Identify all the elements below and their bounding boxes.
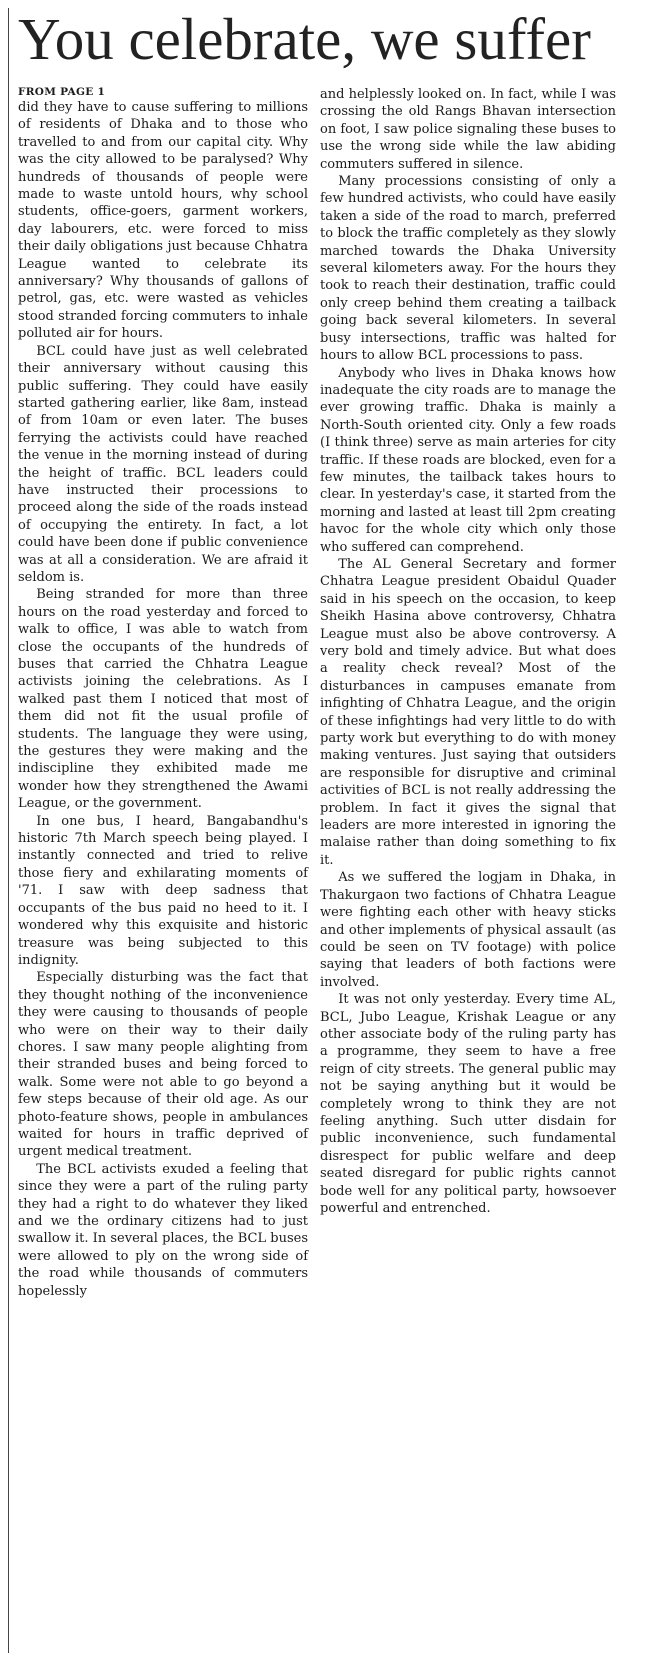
paragraph: Many processions consisting of only a few hundred activists, who could have easily taken a side of the road to march, preferred to block the traffic completely as they slowly marched towards the Dhaka University several kilometers away. For the hours they took to reach their destination, traffic could only creep behind them creating a tailback going back several kilometers. In several busy intersections, traffic was halted for hours to allow BCL processions to pass. xyxy=(320,174,616,364)
article-column-left xyxy=(18,86,308,1300)
headline: You celebrate, we suffer xyxy=(18,6,591,72)
paragraph: It was not only yesterday. Every time AL, BCL, Jubo League, Krishak League or any other associate body of the ruling party has a programme, they seem to have a free reign of city streets. The general public may not be saying anything but it would be completely wrong to think they are not feeling anything. Such utter disdain for public inconvenience, such fundamental disrespect for public welfare and deep seated disregard for public rights cannot bode well for any political party, howsoever powerful and entrenched. xyxy=(320,992,616,1216)
column-rule xyxy=(8,8,9,1653)
paragraph: Anybody who lives in Dhaka knows how inadequate the city roads are to manage the ever growing traffic. Dhaka is mainly a North-South oriented city. Only a few roads (I think three) serve as main arteries for city traffic. If these roads are blocked, even for a few minutes, the tailback takes hours to clear. In yesterday's case, it started from the morning and lasted at least till 2pm creating havoc for the whole city which only those who suffered can comprehend. xyxy=(320,365,616,555)
paragraph: and helplessly looked on. In fact, while I was crossing the old Rangs Bhavan intersection on foot, I saw police signaling these buses to use the wrong side while the law abiding commuters suffered in silence. xyxy=(320,87,616,172)
article-column-right xyxy=(320,86,616,1217)
paragraph: Especially disturbing was the fact that they thought nothing of the inconvenience they were causing to thousands of people who were on their way to their daily chores. I saw many people alighting from their stranded buses and being forced to walk. Some were not able to go beyond a few steps because of their old age. As our photo-feature shows, people in ambulances waited for hours in traffic deprived of urgent medical treatment. xyxy=(18,970,308,1160)
kicker: FROM PAGE 1 xyxy=(18,86,106,98)
paragraph: BCL could have just as well celebrated their anniversary without causing this public suffering. They could have easily started gathering earlier, like 8am, instead of from 10am or even later. The buses ferrying the activists could have reached the venue in the morning instead of during the height of traffic. BCL leaders could have instructed their processions to proceed along the side of the roads instead of occupying the entirety. In fact, a lot could have been done if public convenience was at all a consideration. We are afraid it seldom is. xyxy=(18,343,308,585)
paragraph: As we suffered the logjam in Dhaka, in Thakurgaon two factions of Chhatra League were fighting each other with heavy sticks and other implements of physical assault (as could be seen on TV footage) with police saying that leaders of both factions were involved. xyxy=(320,870,616,990)
paragraph: did they have to cause suffering to millions of residents of Dhaka and to those who travelled to and from our capital city. Why was the city allowed to be paralysed? Why hundreds of thousands of people were made to waste untold hours, why school students, office-goers, garment workers, day labourers, etc. were forced to miss their daily obligations just because Chhatra League wanted to celebrate its anniversary? Why thousands of gallons of petrol, gas, etc. were wasted as vehicles stood stranded forcing commuters to inhale polluted air for hours. xyxy=(18,100,308,342)
paragraph: The AL General Secretary and former Chhatra League president Obaidul Quader said in his speech on the occasion, to keep Sheikh Hasina above controversy, Chhatra League must also be above controversy. A very bold and timely advice. But what does a reality check reveal? Most of the disturbances in campuses emanate from infighting of Chhatra League, and the origin of these infightings had very little to do with party work but everything to do with money making ventures. Just saying that outsiders are responsible for disruptive and criminal activities of BCL is not really addressing the problem. In fact it gives the signal that leaders are more interested in ignoring the malaise rather than doing something to fix it. xyxy=(320,556,616,868)
paragraph: The BCL activists exuded a feeling that since they were a part of the ruling party they had a right to do whatever they liked and we the ordinary citizens had to just swallow it. In several places, the BCL buses were allowed to ply on the wrong side of the road while thousands of commuters hopelessly xyxy=(18,1161,308,1299)
paragraph: Being stranded for more than three hours on the road yesterday and forced to walk to office, I was able to watch from close the occupants of the hundreds of buses that carried the Chhatra League activists joining the celebrations. As I walked past them I noticed that most of them did not fit the usual profile of students. The language they were using, the gestures they were making and the indiscipline they exhibited made me wonder how they strengthened the Awami League, or the government. xyxy=(18,587,308,812)
paragraph: In one bus, I heard, Bangabandhu's historic 7th March speech being played. I instantly connected and tried to relive those fiery and exhilarating moments of '71. I saw with deep sadness that occupants of the bus paid no heed to it. I wondered why this exquisite and historic treasure was being subjected to this indignity. xyxy=(18,813,308,968)
